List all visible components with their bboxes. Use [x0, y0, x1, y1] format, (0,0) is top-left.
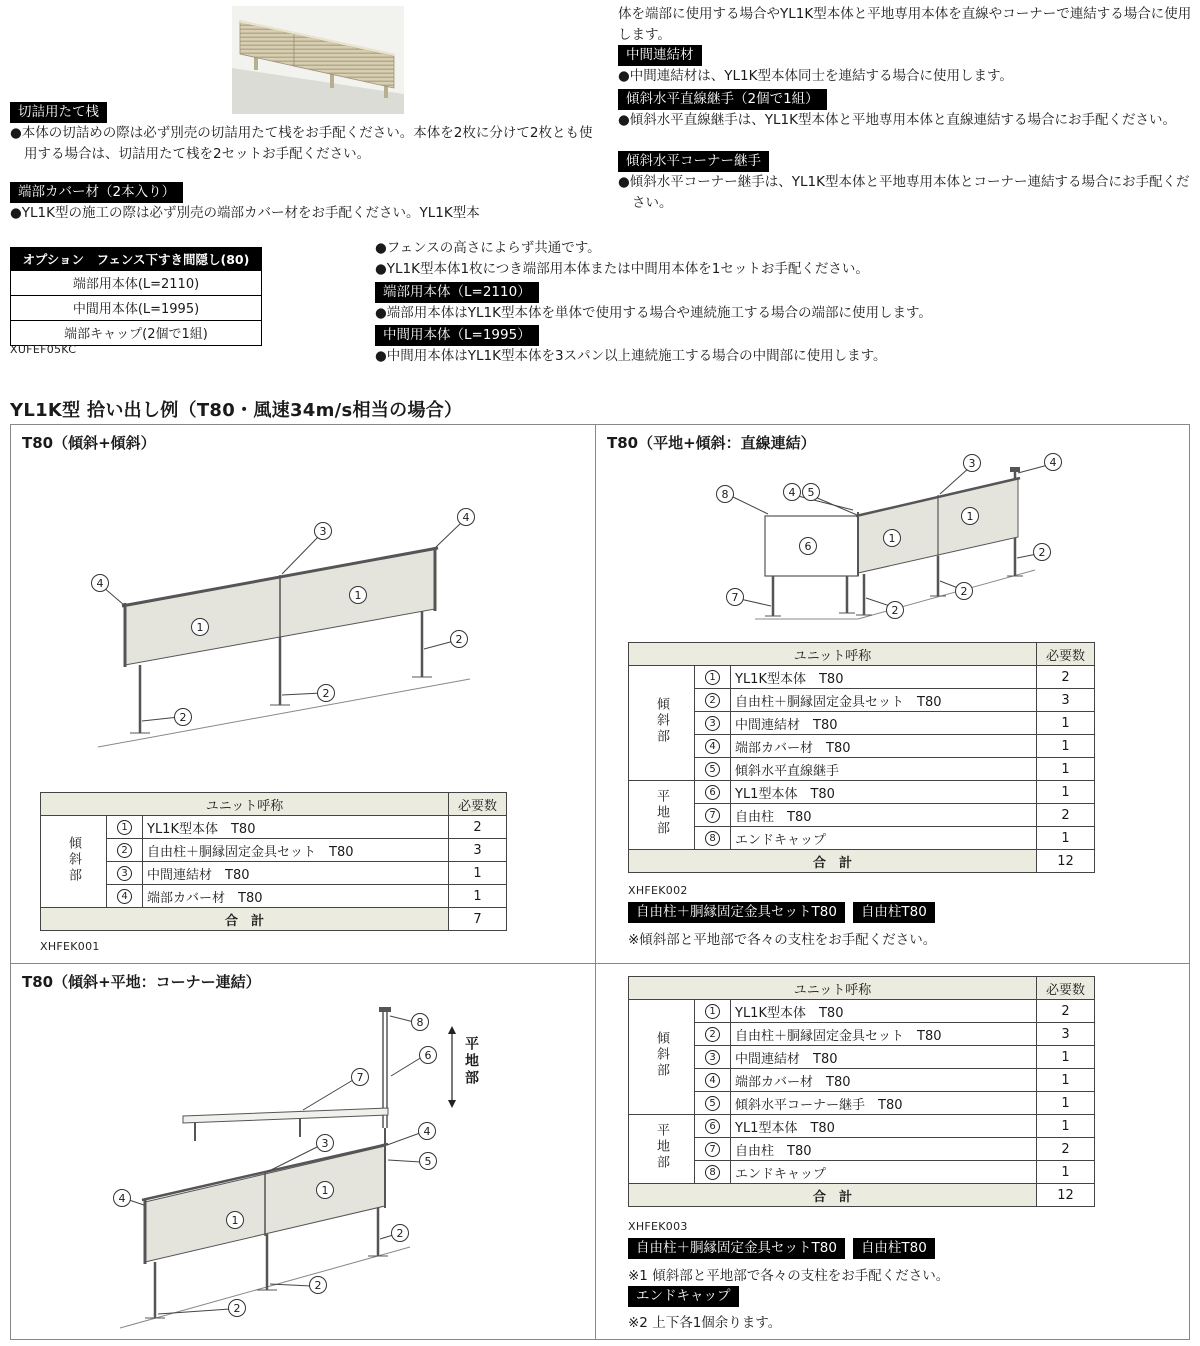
option-body-chukan: ●中間用本体はYL1K型本体を3スパン以上連続施工する場合の中間部に使用します。: [375, 348, 887, 364]
cell-qty: 1: [1037, 1161, 1095, 1184]
cell-no: 2: [695, 689, 731, 712]
section-body-keisha-corner: ●傾斜水平コーナー継手は、YL1K型本体と平地専用本体とコーナー連結する場合にお手配ください。: [618, 174, 1190, 211]
cell-qty: 3: [1037, 1023, 1095, 1046]
cell-qty: 3: [449, 839, 507, 862]
cell-qty: 2: [449, 816, 507, 839]
cell-no: 4: [695, 1069, 731, 1092]
table-row: [629, 689, 1095, 712]
units-table-corner: [628, 976, 1095, 1207]
cell-name: 端部カバー材 T80: [143, 885, 449, 908]
endcap-label-wrap: [628, 1285, 739, 1307]
table-row: [629, 735, 1095, 758]
callout-circle: 3: [963, 454, 981, 472]
callout-circle: 1: [226, 1211, 244, 1229]
cell-no: 6: [695, 1115, 731, 1138]
table-header-row: [629, 643, 1095, 666]
support-note-1: ※1 傾斜部と平地部で各々の支柱をお手配ください。: [628, 1268, 950, 1284]
cell-no: 2: [107, 839, 143, 862]
callout-circle: 5: [802, 483, 820, 501]
callout-circle: 2: [309, 1276, 327, 1294]
cell-qty: 1: [1037, 827, 1095, 850]
cell-no: 4: [695, 735, 731, 758]
cell-name: エンドキャップ: [731, 827, 1037, 850]
cell-no: 7: [695, 804, 731, 827]
cell-no: 8: [695, 827, 731, 850]
cell-name: YL1K型本体 T80: [731, 1000, 1037, 1023]
grid-vertical-divider: [595, 424, 596, 1340]
callout-circle: 2: [174, 708, 192, 726]
table-row: [629, 1115, 1095, 1138]
group-text: 平地部: [654, 1123, 669, 1171]
group-label-slope: [41, 816, 107, 908]
callout-circle: 2: [228, 1299, 246, 1317]
black-label: 中間用本体（L=1995）: [375, 325, 539, 346]
callout-circle: 7: [351, 1068, 369, 1086]
total-label: 合 計: [41, 908, 449, 931]
callout-circle: 2: [317, 684, 335, 702]
option-row: 中間用本体(L=1995): [10, 296, 262, 321]
callout-circle: 2: [450, 630, 468, 648]
callout-circle: 1: [349, 586, 367, 604]
grid-horizontal-divider: [10, 963, 1190, 964]
table-row: [629, 804, 1095, 827]
endcap-label: エンドキャップ: [628, 1286, 739, 1307]
table-row: [629, 1000, 1095, 1023]
section-body-chukan-renketsu: ●中間連結材は、YL1K型本体同士を連結する場合に使用します。: [618, 68, 1013, 84]
diagram-flat-slope-straight: [640, 448, 1160, 638]
callout-circle: 6: [799, 537, 817, 555]
support-tags: [628, 902, 935, 923]
callout-circle: 2: [886, 601, 904, 619]
callout-circle: 4: [113, 1189, 131, 1207]
diagram-code: XHFEK002: [628, 884, 688, 897]
section-label-kiritsume: [10, 101, 107, 123]
cell-qty: 1: [1037, 1115, 1095, 1138]
cell-name: 自由柱 T80: [731, 1138, 1037, 1161]
cell-no: 5: [695, 1092, 731, 1115]
table-row: [41, 839, 507, 862]
option-label-chukan: [375, 324, 539, 346]
cell-name: 傾斜水平直線継手: [731, 758, 1037, 781]
group-text: 傾斜部: [654, 697, 669, 745]
units-table-straight: [628, 642, 1095, 873]
callout-circle: 4: [91, 574, 109, 592]
cell-no: 2: [695, 1023, 731, 1046]
callout-circle: 1: [316, 1181, 334, 1199]
tag-pillar-set: 自由柱＋胴縁固定金具セットT80: [628, 902, 845, 923]
table-header-row: [629, 977, 1095, 1000]
cell-qty: 1: [449, 862, 507, 885]
table-row: [629, 827, 1095, 850]
black-label: 端部用本体（L=2110）: [375, 282, 539, 303]
panel3-title: T80（傾斜+平地：コーナー連結）: [22, 973, 261, 991]
callout-circle: 1: [883, 529, 901, 547]
cell-qty: 2: [1037, 1138, 1095, 1161]
black-label: 切詰用たて桟: [10, 102, 107, 123]
option-table-header: オプション フェンス下すき間隠し(80): [10, 247, 262, 271]
cell-no: 3: [695, 712, 731, 735]
slope-slope-drawing: [70, 455, 540, 785]
header-unit-name: ユニット呼称: [629, 977, 1037, 1000]
callout-circle: 2: [1033, 543, 1051, 561]
cell-name: 自由柱＋胴縁固定金具セット T80: [731, 689, 1037, 712]
diagram-code: XHFEK001: [40, 940, 100, 953]
support-note-2: ※2 上下各1個余ります。: [628, 1315, 782, 1331]
tag-pillar: 自由柱T80: [853, 902, 935, 923]
panel1-title: T80（傾斜+傾斜）: [22, 434, 156, 452]
callout-circle: 1: [961, 507, 979, 525]
cell-no: 4: [107, 885, 143, 908]
table-row: [629, 758, 1095, 781]
pickup-heading: YL1K型 拾い出し例（T80・風速34m/s相当の場合）: [10, 400, 463, 421]
cell-name: 中間連結材 T80: [731, 712, 1037, 735]
section-label-keisha-corner: [618, 150, 769, 172]
group-text: 傾斜部: [66, 835, 81, 884]
option-bullet-2: ●YL1K型本体1枚につき端部用本体または中間用本体を1セットお手配ください。: [375, 261, 869, 277]
cell-name: 端部カバー材 T80: [731, 735, 1037, 758]
black-label: 端部カバー材（2本入り）: [10, 182, 183, 203]
cell-no: 3: [107, 862, 143, 885]
header-unit-name: ユニット呼称: [629, 643, 1037, 666]
total-label: 合 計: [629, 850, 1037, 873]
cell-no: 7: [695, 1138, 731, 1161]
units-table-slope-slope: [40, 792, 507, 931]
total-label: 合 計: [629, 1184, 1037, 1207]
cell-name: 自由柱 T80: [731, 804, 1037, 827]
section-body-kiritsume: ●本体の切詰めの際は必ず別売の切詰用たて桟をお手配ください。本体を2枚に分けて2枚とも使用する場合は、切詰用たて桟を2セットお手配ください。: [10, 125, 593, 162]
tag-pillar-set: 自由柱＋胴縁固定金具セットT80: [628, 1238, 845, 1259]
diagram-code: XHFEK003: [628, 1220, 688, 1233]
table-header-row: [41, 793, 507, 816]
section-body-keisha-chokusen: ●傾斜水平直線継手は、YL1K型本体と平地専用本体と直線連結する場合にお手配ください。: [618, 112, 1176, 128]
cell-qty: 1: [1037, 712, 1095, 735]
product-code: XUFEF05KC: [10, 343, 77, 356]
cell-name: 端部カバー材 T80: [731, 1069, 1037, 1092]
black-label: 中間連結材: [618, 45, 702, 66]
callout-circle: 7: [726, 588, 744, 606]
header-qty: 必要数: [1037, 977, 1095, 1000]
cell-qty: 2: [1037, 1000, 1095, 1023]
cell-name: YL1型本体 T80: [731, 781, 1037, 804]
callout-circle: 6: [419, 1046, 437, 1064]
callout-circle: 8: [411, 1013, 429, 1031]
table-row: [629, 712, 1095, 735]
cell-qty: 2: [1037, 804, 1095, 827]
table-row: [41, 862, 507, 885]
cell-no: 5: [695, 758, 731, 781]
table-row: [629, 1092, 1095, 1115]
section-label-chukan-renketsu: [618, 44, 702, 66]
support-tags: [628, 1238, 935, 1259]
option-label-tanbu: [375, 281, 539, 303]
group-label-flat: [629, 781, 695, 850]
total-qty: 7: [449, 908, 507, 931]
cell-name: 中間連結材 T80: [143, 862, 449, 885]
cell-qty: 1: [449, 885, 507, 908]
callout-circle: 2: [391, 1224, 409, 1242]
group-text: 平地部: [654, 789, 669, 837]
header-qty: 必要数: [1037, 643, 1095, 666]
option-body-tanbu: ●端部用本体はYL1K型本体を単体で使用する場合や連続施工する場合の端部に使用します。: [375, 305, 932, 321]
cell-no: 1: [695, 1000, 731, 1023]
table-row: [629, 1069, 1095, 1092]
table-row: [629, 1138, 1095, 1161]
table-row: [41, 816, 507, 839]
table-row: [629, 781, 1095, 804]
callout-circle: 5: [419, 1152, 437, 1170]
black-label: 傾斜水平コーナー継手: [618, 151, 769, 172]
cell-qty: 1: [1037, 758, 1095, 781]
option-row: 端部キャップ(2個で1組): [10, 321, 262, 346]
group-text: 傾斜部: [654, 1031, 669, 1079]
header-qty: 必要数: [449, 793, 507, 816]
table-row: [629, 666, 1095, 689]
total-row: [629, 850, 1095, 873]
cell-name: YL1K型本体 T80: [731, 666, 1037, 689]
cell-name: 自由柱＋胴縁固定金具セット T80: [731, 1023, 1037, 1046]
callout-circle: 2: [955, 582, 973, 600]
group-label-flat: [629, 1115, 695, 1184]
group-label-slope: [629, 666, 695, 781]
cell-name: 傾斜水平コーナー継手 T80: [731, 1092, 1037, 1115]
cell-name: エンドキャップ: [731, 1161, 1037, 1184]
cell-qty: 1: [1037, 735, 1095, 758]
diagram-slope-flat-corner: [60, 988, 540, 1338]
diagram-slope-slope: [70, 455, 540, 785]
cell-qty: 1: [1037, 1046, 1095, 1069]
support-note: ※傾斜部と平地部で各々の支柱をお手配ください。: [628, 932, 937, 948]
total-row: [629, 1184, 1095, 1207]
group-label-slope: [629, 1000, 695, 1115]
cell-no: 3: [695, 1046, 731, 1069]
cell-no: 1: [107, 816, 143, 839]
cell-no: 6: [695, 781, 731, 804]
callout-circle: 4: [457, 508, 475, 526]
continuation-text: 体を端部に使用する場合やYL1K型本体と平地専用本体を直線やコーナーで連結する場合に使用します。: [618, 6, 1192, 43]
option-row: 端部用本体(L=2110): [10, 271, 262, 296]
flat-section-label: 平地部: [463, 1036, 479, 1087]
total-row: [41, 908, 507, 931]
table-row: [629, 1046, 1095, 1069]
callout-circle: 8: [716, 485, 734, 503]
cell-qty: 3: [1037, 689, 1095, 712]
cell-name: 自由柱＋胴縁固定金具セット T80: [143, 839, 449, 862]
callout-circle: 1: [191, 618, 209, 636]
cell-no: 8: [695, 1161, 731, 1184]
tag-pillar: 自由柱T80: [853, 1238, 935, 1259]
fence-photo-illustration: [232, 6, 404, 114]
panel2-title: T80（平地+傾斜：直線連結）: [607, 434, 816, 452]
cell-name: 中間連結材 T80: [731, 1046, 1037, 1069]
cell-qty: 2: [1037, 666, 1095, 689]
callout-circle: 4: [783, 483, 801, 501]
cell-name: YL1K型本体 T80: [143, 816, 449, 839]
section-label-tanbu-cover: [10, 181, 183, 203]
option-table: [10, 247, 262, 346]
callout-circle: 3: [316, 1134, 334, 1152]
cell-name: YL1型本体 T80: [731, 1115, 1037, 1138]
cell-qty: 1: [1037, 781, 1095, 804]
cell-qty: 1: [1037, 1092, 1095, 1115]
black-label: 傾斜水平直線継手（2個で1組）: [618, 89, 827, 110]
cell-qty: 1: [1037, 1069, 1095, 1092]
cell-no: 1: [695, 666, 731, 689]
section-body-tanbu-cover: ●YL1K型の施工の際は必ず別売の端部カバー材をお手配ください。YL1K型本: [10, 205, 480, 221]
header-unit-name: ユニット呼称: [41, 793, 449, 816]
total-qty: 12: [1037, 850, 1095, 873]
table-row: [629, 1161, 1095, 1184]
callout-circle: 3: [314, 522, 332, 540]
fence-product-photo: [232, 6, 404, 114]
callout-circle: 4: [418, 1122, 436, 1140]
table-row: [41, 885, 507, 908]
option-bullet-1: ●フェンスの高さによらず共通です。: [375, 240, 601, 256]
table-row: [629, 1023, 1095, 1046]
section-label-keisha-chokusen: [618, 88, 827, 110]
total-qty: 12: [1037, 1184, 1095, 1207]
callout-circle: 4: [1044, 453, 1062, 471]
